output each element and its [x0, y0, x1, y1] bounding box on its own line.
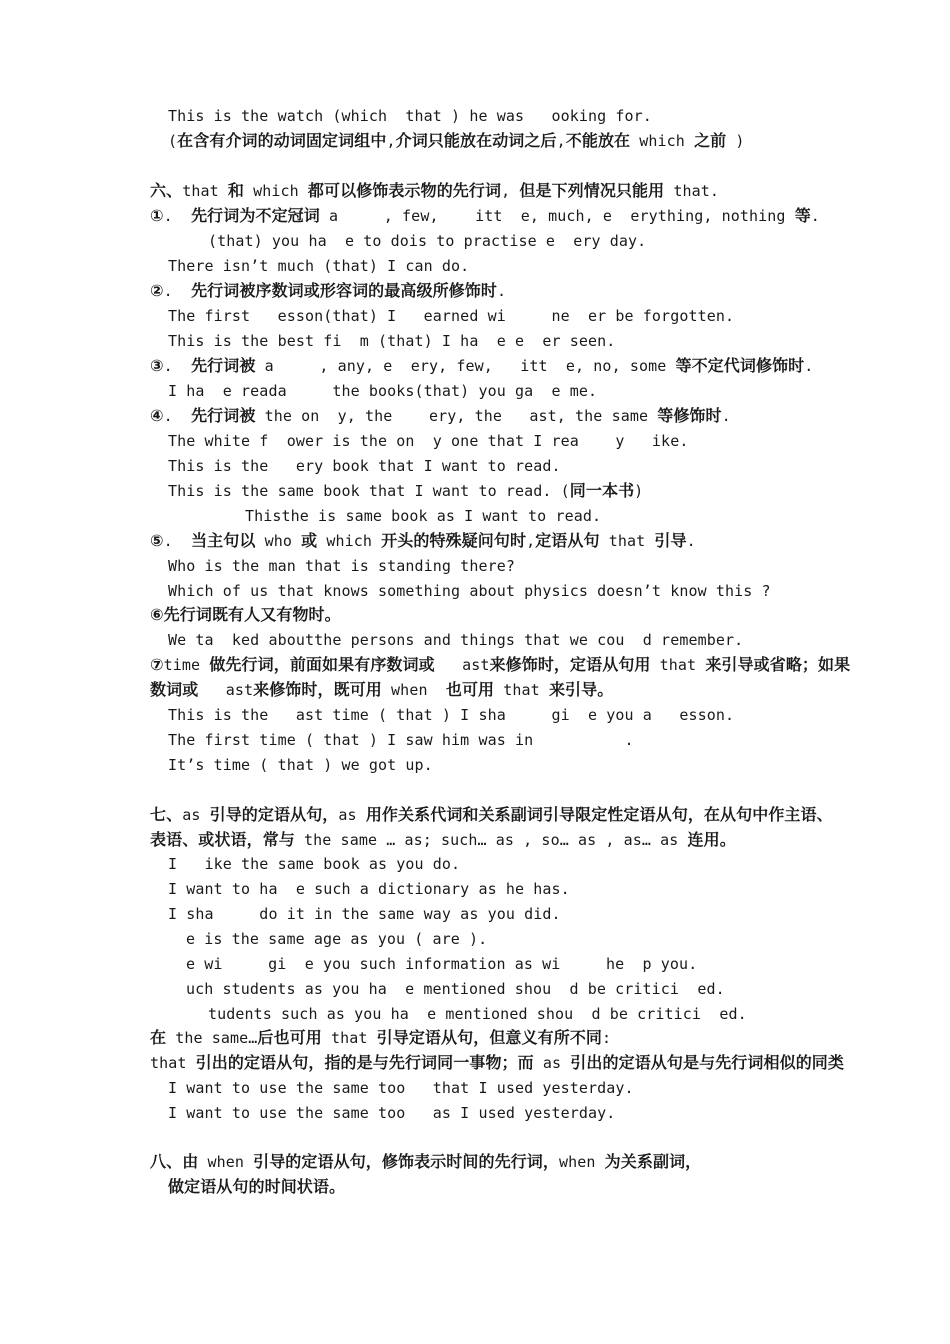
text-line: The first esson(that) I earned wi ne er be forgotten. — [168, 307, 735, 325]
text-line: ④. 先行词被 the on y, the ery, the ast, the same 等修饰时. — [150, 406, 731, 425]
text-line: I want to use the same too that I used yesterday. — [168, 1079, 634, 1097]
text-line: tudents such as you ha e mentioned shou d be critici ed. — [208, 1005, 747, 1023]
text-line: 表语、或状语，常与 the same … as; such… as , so… as , as… as 连用。 — [150, 830, 736, 849]
text-line: ③. 先行词被 a , any, e ery, few, itt e, no, some 等不定代词修饰时. — [150, 356, 814, 375]
text-line: This is the best fi m (that) I ha e e er seen. — [168, 332, 616, 350]
text-line: This is the ery book that I want to read. — [168, 457, 561, 475]
text-line: (that) you ha e to dois to practise e ery day. — [208, 232, 647, 250]
text-line: This is the same book that I want to read. (同一本书) — [168, 481, 644, 500]
text-line: ②. 先行词被序数词或形容词的最高级所修饰时. — [150, 281, 507, 300]
text-line: ⑥先行词既有人又有物时。 — [150, 605, 341, 624]
text-line: I want to use the same too as I used yesterday. — [168, 1104, 616, 1122]
text-line: 六、that 和 which 都可以修饰表示物的先行词, 但是下列情况只能用 that. — [150, 181, 720, 200]
text-line: Who is the man that is standing there? — [168, 557, 515, 575]
text-line: I ike the same book as you do. — [168, 855, 461, 873]
text-line: 做定语从句的时间状语。 — [168, 1177, 346, 1196]
text-line: 数词或 ast来修饰时，既可用 when 也可用 that 来引导。 — [150, 680, 614, 699]
text-line: ①. 先行词为不定冠词 a , few, itt e, much, e erything, nothing 等. — [150, 206, 820, 225]
text-line: that 引出的定语从句，指的是与先行词同一事物；而 as 引出的定语从句是与先行词相似的同类 — [150, 1053, 844, 1072]
text-line: This is the watch (which that ) he was ooking for. — [168, 107, 652, 125]
text-line: ⑦time 做先行词，前面如果有序数词或 ast来修饰时，定语从句用 that 来引导或省略；如果 — [150, 655, 851, 674]
text-line: 七、as 引导的定语从句，as 用作关系代词和关系副词引导限定性定语从句，在从句中作主语、 — [150, 805, 833, 824]
text-line: We ta ked aboutthe persons and things that we cou d remember. — [168, 631, 744, 649]
text-line: e wi gi e you such information as wi he p you. — [186, 955, 698, 973]
text-line: e is the same age as you ( are ). — [186, 930, 488, 948]
text-line: ⑤. 当主句以 who 或 which 开头的特殊疑问句时,定语从句 that 引导. — [150, 531, 696, 550]
text-line: This is the ast time ( that ) I sha gi e you a esson. — [168, 706, 735, 724]
text-line: Which of us that knows something about physics doesn’t know this ? — [168, 582, 771, 600]
text-line: The first time ( that ) I saw him was in . — [168, 731, 634, 749]
text-line: I want to ha e such a dictionary as he has. — [168, 880, 570, 898]
text-line: There isn’t much (that) I can do. — [168, 257, 470, 275]
text-line: (在含有介词的动词固定词组中,介词只能放在动词之后,不能放在 which 之前 ) — [168, 131, 745, 150]
text-line: uch students as you ha e mentioned shou d be critici ed. — [186, 980, 725, 998]
text-line: 八、由 when 引导的定语从句，修饰表示时间的先行词，when 为关系副词， — [150, 1152, 702, 1171]
text-line: I ha e reada the books(that) you ga e me. — [168, 382, 598, 400]
text-line: I sha do it in the same way as you did. — [168, 905, 561, 923]
text-line: The white f ower is the on y one that I rea y ike. — [168, 432, 689, 450]
text-line: It’s time ( that ) we got up. — [168, 756, 433, 774]
text-line: 在 the same…后也可用 that 引导定语从句，但意义有所不同: — [150, 1028, 612, 1047]
text-line: Thisthe is same book as I want to read. — [245, 507, 602, 525]
